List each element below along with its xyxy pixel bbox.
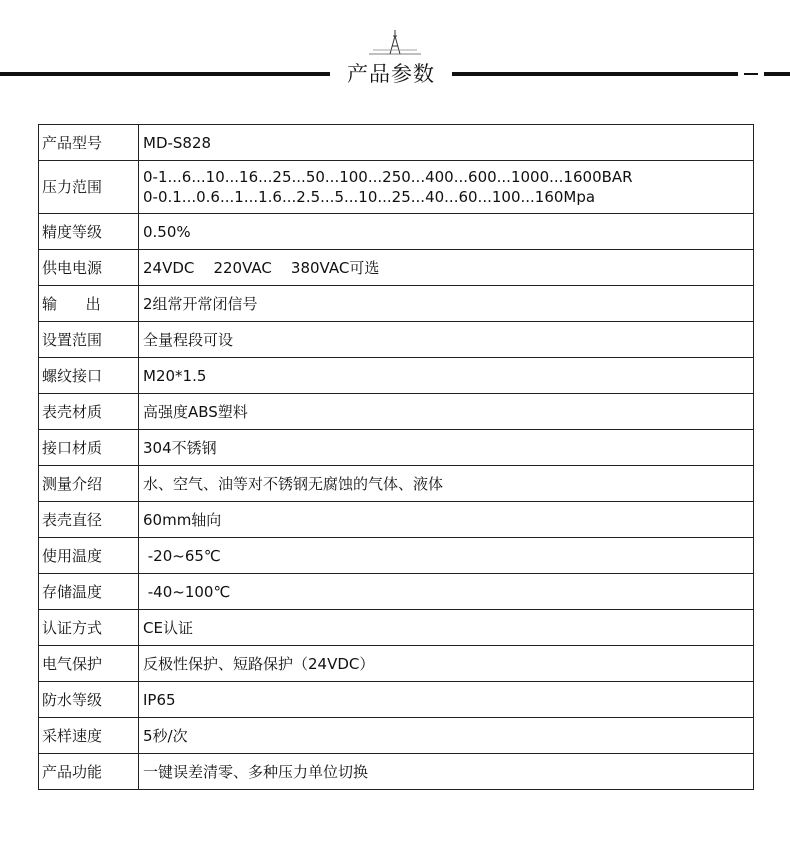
spec-value <box>139 161 754 214</box>
spec-row-electrical-protection <box>39 646 754 682</box>
spec-label: 输 出 <box>39 286 139 322</box>
spec-label: 测量介绍 <box>39 466 139 502</box>
spec-label: 使用温度 <box>39 538 139 574</box>
header-rule-end <box>764 72 790 76</box>
spec-value: 304不锈钢 <box>139 430 754 466</box>
spec-value: -20~65℃ <box>139 538 754 574</box>
section-header <box>0 0 790 110</box>
spec-label: 接口材质 <box>39 430 139 466</box>
spec-value: 5秒/次 <box>139 718 754 754</box>
spec-label: 产品型号 <box>39 125 139 161</box>
page-title: 产品参数 <box>347 62 435 86</box>
spec-row-thread <box>39 358 754 394</box>
spec-value: 水、空气、油等对不锈钢无腐蚀的气体、液体 <box>139 466 754 502</box>
header-rule-left <box>0 72 330 76</box>
spec-row-certification <box>39 610 754 646</box>
spec-row-waterproof <box>39 682 754 718</box>
spec-label: 存储温度 <box>39 574 139 610</box>
spec-label: 电气保护 <box>39 646 139 682</box>
tower-icon <box>365 28 425 58</box>
spec-row-storage-temp <box>39 574 754 610</box>
spec-value: 60mm轴向 <box>139 502 754 538</box>
spec-row-connector-material <box>39 430 754 466</box>
spec-label: 压力范围 <box>39 161 139 214</box>
spec-label: 产品功能 <box>39 754 139 790</box>
header-rule-right <box>452 72 738 76</box>
spec-label: 表壳直径 <box>39 502 139 538</box>
spec-row-setting-range <box>39 322 754 358</box>
spec-row-operating-temp <box>39 538 754 574</box>
spec-value: 0.50% <box>139 214 754 250</box>
spec-value: 高强度ABS塑料 <box>139 394 754 430</box>
spec-label: 表壳材质 <box>39 394 139 430</box>
spec-value: 24VDC 220VAC 380VAC可选 <box>139 250 754 286</box>
spec-value: -40~100℃ <box>139 574 754 610</box>
header-rule-dash <box>744 73 758 75</box>
spec-value: 反极性保护、短路保护（24VDC） <box>139 646 754 682</box>
spec-label: 供电电源 <box>39 250 139 286</box>
spec-row-power-supply <box>39 250 754 286</box>
spec-label: 认证方式 <box>39 610 139 646</box>
spec-value: CE认证 <box>139 610 754 646</box>
spec-value: 一键误差清零、多种压力单位切换 <box>139 754 754 790</box>
spec-table <box>38 124 754 790</box>
spec-row-accuracy <box>39 214 754 250</box>
pressure-range-bar: 0-1...6...10...16...25...50...100...250...400...600...1000...1600BAR <box>143 168 633 186</box>
spec-row-case-diameter <box>39 502 754 538</box>
spec-value: M20*1.5 <box>139 358 754 394</box>
spec-row-features <box>39 754 754 790</box>
spec-value: MD-S828 <box>139 125 754 161</box>
spec-label: 设置范围 <box>39 322 139 358</box>
spec-label: 精度等级 <box>39 214 139 250</box>
spec-row-pressure-range <box>39 161 754 214</box>
spec-row-sampling-speed <box>39 718 754 754</box>
spec-row-medium <box>39 466 754 502</box>
spec-value: 2组常开常闭信号 <box>139 286 754 322</box>
spec-row-case-material <box>39 394 754 430</box>
pressure-range-mpa: 0-0.1...0.6...1...1.6...2.5...5...10...25...40...60...100...160Mpa <box>143 188 596 206</box>
spec-label: 采样速度 <box>39 718 139 754</box>
spec-row-model <box>39 125 754 161</box>
spec-row-output <box>39 286 754 322</box>
spec-value: 全量程段可设 <box>139 322 754 358</box>
spec-label: 防水等级 <box>39 682 139 718</box>
spec-value: IP65 <box>139 682 754 718</box>
spec-label: 螺纹接口 <box>39 358 139 394</box>
